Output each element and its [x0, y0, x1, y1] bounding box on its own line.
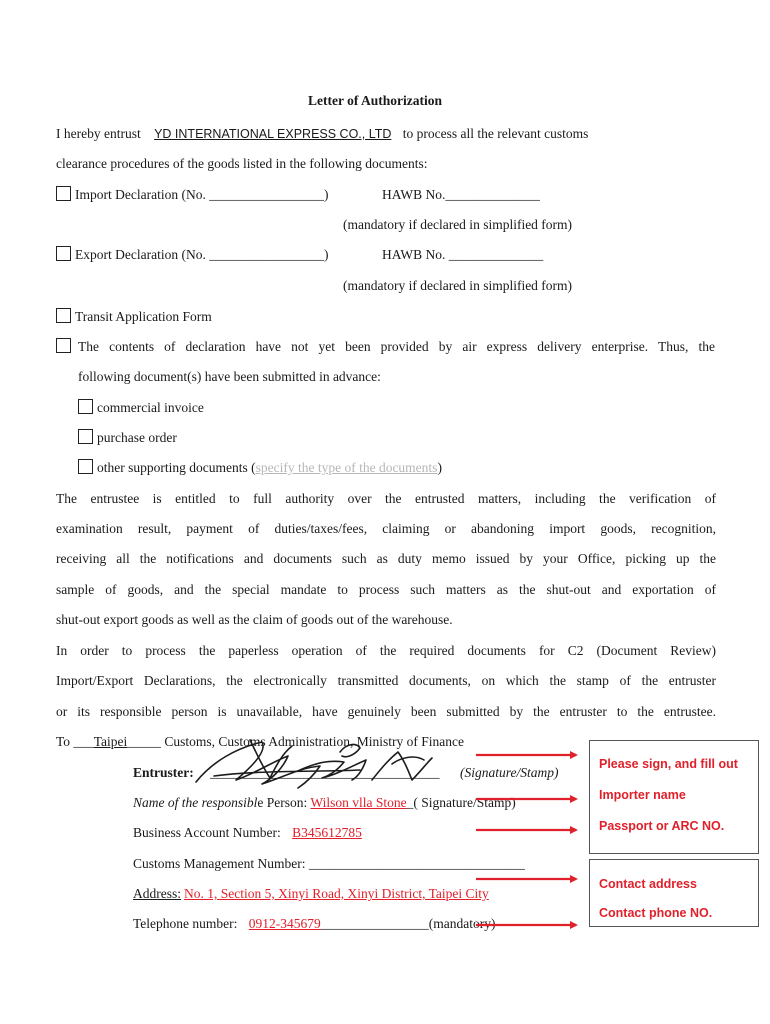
export-hawb[interactable]: HAWB No. ______________ [382, 247, 544, 262]
business-account-value[interactable]: B345612785 [292, 825, 362, 840]
import-declaration-label: Import Declaration (No. _________________) [75, 187, 329, 202]
authority-line-1: The entrustee is entitled to full authority over the entrusted matters, including the verification of [56, 491, 716, 506]
purchase-order-label: purchase order [97, 430, 177, 445]
contents-line-2: following document(s) have been submitted in advance: [78, 369, 381, 384]
entruster-signature-hint: (Signature/Stamp) [460, 765, 559, 780]
commercial-invoice-label: commercial invoice [97, 400, 204, 415]
export-declaration-label: Export Declaration (No. _________________) [75, 247, 329, 262]
intro-line-2: clearance procedures of the goods listed in the following documents: [56, 156, 428, 171]
export-mandatory-note: (mandatory if declared in simplified form) [343, 278, 573, 293]
other-documents-prefix: other supporting documents ( [97, 460, 256, 475]
annotation-box-contact [589, 859, 759, 927]
other-documents-input[interactable]: specify the type of the documents [255, 460, 438, 475]
responsible-person-label-rest: e Person: [257, 795, 308, 810]
authority-line-3: receiving all the notifications and documents such as duty memo issued by your Office, picking up the [56, 551, 716, 566]
annotation-passport: Passport or ARC NO. [599, 819, 725, 833]
business-account-label: Business Account Number: [133, 825, 281, 840]
annotation-box-sign [589, 740, 759, 854]
telephone-label: Telephone number: [133, 916, 238, 931]
telephone-value[interactable]: 0912-345679 [248, 916, 321, 931]
customs-management-label: Customs Management Number: [133, 856, 306, 871]
annotation-importer: Importer name [599, 788, 686, 802]
responsible-person-name[interactable]: Wilson vlla Stone [310, 795, 407, 810]
customs-management-line[interactable]: ________________________________ [308, 856, 525, 871]
contents-line-1: The contents of declaration have not yet been provided by air express delivery enterprise. Thus, the [78, 339, 715, 354]
responsible-person-label-italic: Name of the responsibl [133, 795, 258, 810]
annotation-sign: Please sign, and fill out [599, 757, 738, 771]
address-label: Address: [133, 886, 181, 901]
authority-line-2: examination result, payment of duties/taxes/fees, claiming or abandoning import goods, recognition, [56, 521, 716, 536]
import-mandatory-note: (mandatory if declared in simplified form) [343, 217, 573, 232]
authority-line-4: sample of goods, and the special mandate to process such matters as the shut-out and exportation of [56, 582, 716, 597]
responsible-person-signature-hint: _( Signature/Stamp) [406, 795, 516, 810]
authority-line-5: shut-out export goods as well as the claim of goods out of the warehouse. [56, 612, 453, 627]
paperless-line-3: or its responsible person is unavailable, have genuinely been submitted by the entruster to the entrustee. [56, 704, 716, 719]
import-hawb[interactable]: HAWB No.______________ [382, 187, 540, 202]
entrustee-company[interactable]: YD INTERNATIONAL EXPRESS CO., LTD [154, 127, 392, 141]
transit-label: Transit Application Form [75, 309, 212, 324]
other-documents-suffix: ) [437, 460, 442, 475]
entruster-label: Entruster: [133, 765, 194, 780]
addressee-suffix: _____ Customs, Customs Administration, Ministry of Finance [127, 734, 464, 749]
paperless-line-1: In order to process the paperless operation of the required documents for C2 (Document Review) [56, 643, 716, 658]
entruster-signature-line[interactable]: __________________________________ [210, 765, 440, 780]
telephone-suffix: ________________(mandatory) [320, 916, 496, 931]
addressee-prefix: To ___ [56, 734, 94, 749]
intro-prefix: I hereby entrust [56, 126, 141, 141]
paperless-line-2: Import/Export Declarations, the electronically transmitted documents, on which the stamp of the entruster [56, 673, 716, 688]
annotation-contact-address: Contact address [599, 877, 697, 891]
page-title: Letter of Authorization [308, 93, 442, 108]
addressee-city[interactable]: Taipei [93, 734, 128, 749]
address-value[interactable]: No. 1, Section 5, Xinyi Road, Xinyi District, Taipei City [184, 886, 489, 901]
intro-suffix: to process all the relevant customs [402, 126, 589, 141]
annotation-contact-phone: Contact phone NO. [599, 906, 713, 920]
